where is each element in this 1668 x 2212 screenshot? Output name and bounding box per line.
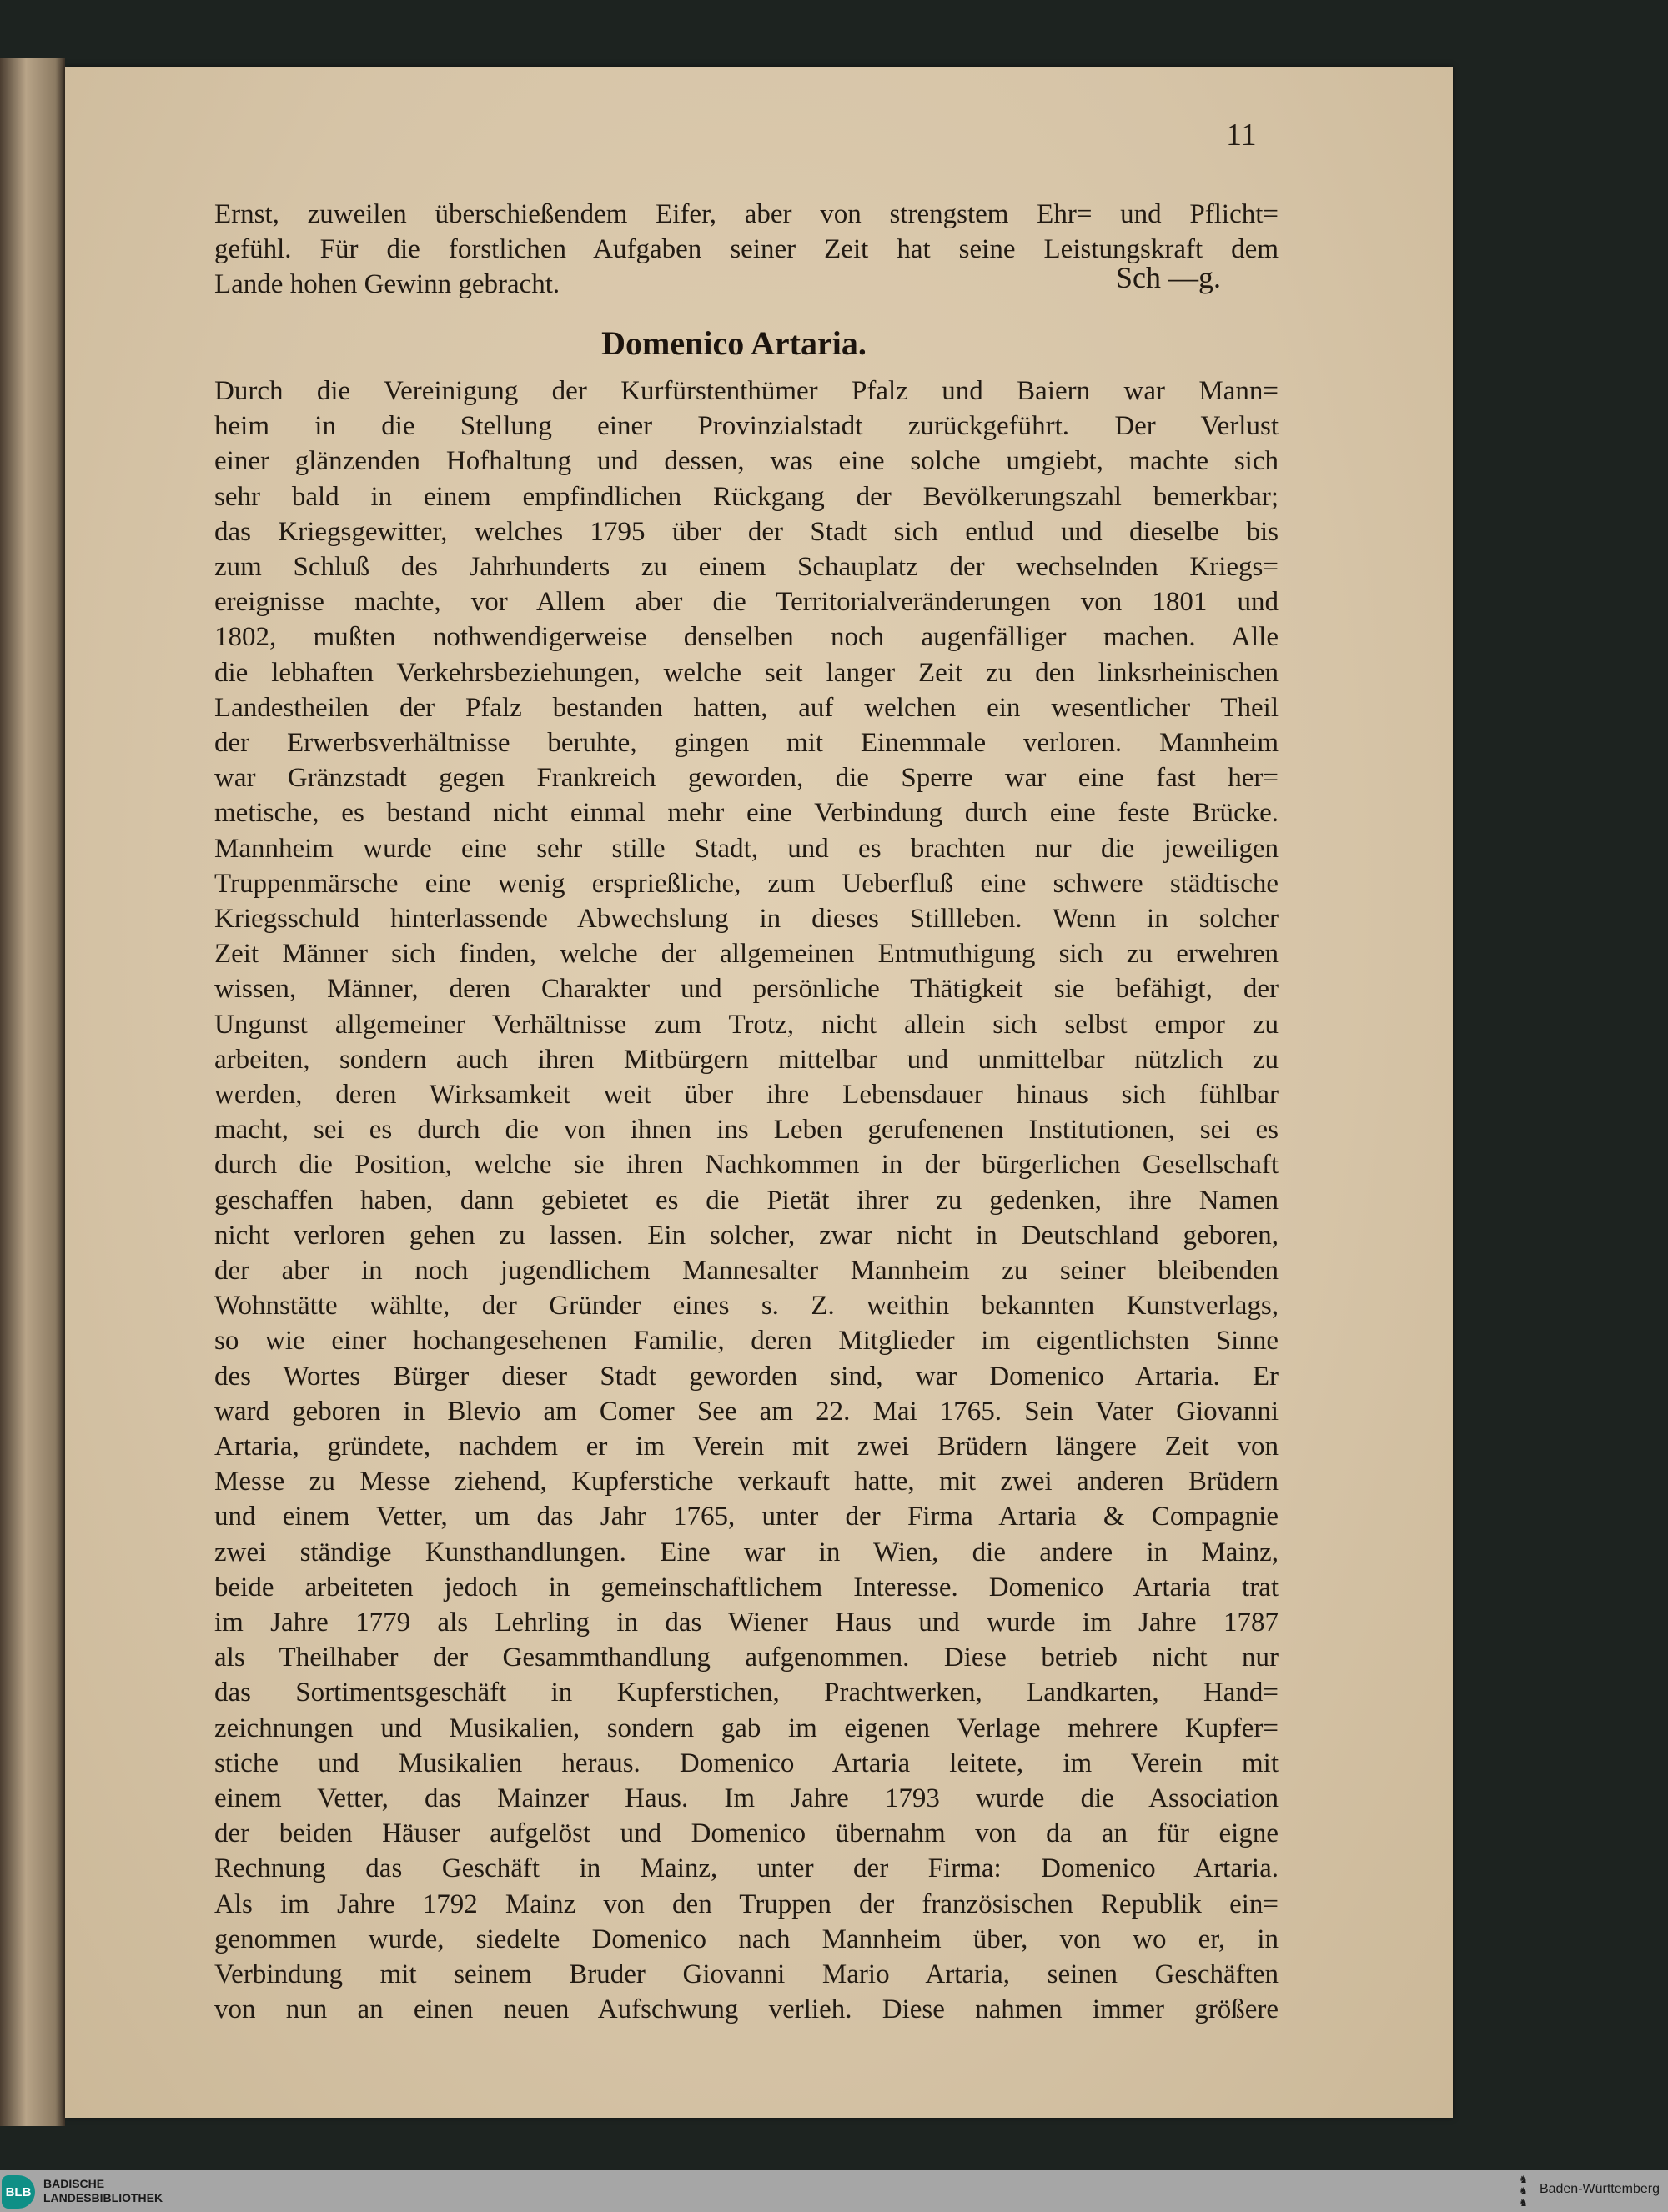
text-line: zwei ständige Kunsthandlungen. Eine war in Wien, die andere in Mainz, bbox=[214, 1537, 1279, 1567]
text-line: das Sortimentsgeschäft in Kupferstichen, Prachtwerken, Landkarten, Hand= bbox=[214, 1678, 1279, 1708]
text-line: die lebhaften Verkehrsbeziehungen, welche seit langer Zeit zu den linksrheinischen bbox=[214, 657, 1279, 688]
library-name-line2: LANDESBIBLIOTHEK bbox=[43, 2191, 163, 2204]
text-line: Rechnung das Geschäft in Mainz, unter der Firma: Domenico Artaria. bbox=[214, 1853, 1279, 1884]
text-line: das Kriegsgewitter, welches 1795 über der Stadt sich entlud und dieselbe bis bbox=[214, 516, 1279, 547]
text-line: zeichnungen und Musikalien, sondern gab im eigenen Verlage mehrere Kupfer= bbox=[214, 1713, 1279, 1743]
text-line: heim in die Stellung einer Provinzialstadt zurückgeführt. Der Verlust bbox=[214, 411, 1279, 442]
text-line: genommen wurde, siedelte Domenico nach Mannheim über, von wo er, in bbox=[214, 1924, 1279, 1954]
text-line: einer glänzenden Hofhaltung und dessen, was eine solche umgiebt, machte sich bbox=[214, 446, 1279, 477]
text-line: sehr bald in einem empfindlichen Rückgang der Bevölkerungszahl bemerkbar; bbox=[214, 481, 1279, 512]
text-line: Verbindung mit seinem Bruder Giovanni Mario Artaria, seinen Geschäften bbox=[214, 1959, 1279, 1989]
text-line: und einem Vetter, um das Jahr 1765, unter der Firma Artaria & Compagnie bbox=[214, 1502, 1279, 1532]
text-line: Landestheilen der Pfalz bestanden hatten, auf welchen ein wesentlicher Theil bbox=[214, 692, 1279, 723]
text-line: macht, sei es durch die von ihnen ins Leben gerufenenen Institutionen, sei es bbox=[214, 1115, 1279, 1146]
text-line: Mannheim wurde eine sehr stille Stadt, und es brachten nur die jeweiligen bbox=[214, 833, 1279, 864]
text-line: Als im Jahre 1792 Mainz von den Truppen der französischen Republik ein= bbox=[214, 1888, 1279, 1919]
text-line: stiche und Musikalien heraus. Domenico Artaria leitete, im Verein mit bbox=[214, 1748, 1279, 1778]
blb-logo-icon[interactable]: BLB bbox=[2, 2175, 35, 2209]
text-line: Durch die Vereinigung der Kurfürstenthümer Pfalz und Baiern war Mann= bbox=[214, 376, 1279, 406]
text-line: zum Schluß des Jahrhunderts zu einem Schauplatz der wechselnden Kriegs= bbox=[214, 552, 1279, 582]
library-name-line1: BADISCHE bbox=[43, 2177, 105, 2190]
text-line: metische, es bestand nicht einmal mehr eine Verbindung durch eine feste Brücke. bbox=[214, 798, 1279, 829]
author-signature: Sch —g. bbox=[1116, 261, 1221, 294]
library-name[interactable] bbox=[43, 2177, 163, 2205]
article-title: Domenico Artaria. bbox=[601, 324, 867, 362]
text-line: Truppenmärsche eine wenig ersprießliche, zum Ueberfluß eine schwere städtische bbox=[214, 868, 1279, 899]
text-line: der aber in noch jugendlichem Mannesalter Mannheim zu seiner bleibenden bbox=[214, 1256, 1279, 1286]
text-line: ward geboren in Blevio am Comer See am 22. Mai 1765. Sein Vater Giovanni bbox=[214, 1396, 1279, 1427]
text-line: gefühl. Für die forstlichen Aufgaben seiner Zeit hat seine Leistungskraft dem bbox=[214, 234, 1279, 264]
text-line: arbeiten, sondern auch ihren Mitbürgern mittelbar und unmittelbar nützlich zu bbox=[214, 1044, 1279, 1075]
text-line: Kriegsschuld hinterlassende Abwechslung in dieses Stillleben. Wenn in solcher bbox=[214, 904, 1279, 934]
text-line: der beiden Häuser aufgelöst und Domenico übernahm von da an für eigne bbox=[214, 1818, 1279, 1849]
text-line: durch die Position, welche sie ihren Nachkommen in der bürgerlichen Gesellschaft bbox=[214, 1150, 1279, 1181]
text-line: 1802, mußten nothwendigerweise denselben noch augenfälliger machen. Alle bbox=[214, 622, 1279, 653]
text-line: Ungunst allgemeiner Verhältnisse zum Trotz, nicht allein sich selbst empor zu bbox=[214, 1009, 1279, 1040]
text-line: des Wortes Bürger dieser Stadt geworden sind, war Domenico Artaria. Er bbox=[214, 1361, 1279, 1392]
text-line: Lande hohen Gewinn gebracht. bbox=[214, 269, 560, 299]
text-line: geschaffen haben, dann gebietet es die Pietät ihrer zu gedenken, ihre Namen bbox=[214, 1185, 1279, 1216]
text-line: Wohnstätte wählte, der Gründer eines s. Z. weithin bekannten Kunstverlags, bbox=[214, 1291, 1279, 1322]
text-line: wissen, Männer, deren Charakter und persönliche Thätigkeit sie befähigt, der bbox=[214, 974, 1279, 1005]
state-logo-label[interactable]: Baden-Württemberg bbox=[1539, 2182, 1660, 2196]
text-line: als Theilhaber der Gesammthandlung aufgenommen. Diese betrieb nicht nur bbox=[214, 1643, 1279, 1673]
text-line: Artaria, gründete, nachdem er im Verein mit zwei Brüdern längere Zeit von bbox=[214, 1432, 1279, 1462]
text-line: ereignisse machte, vor Allem aber die Territorialveränderungen von 1801 und bbox=[214, 587, 1279, 618]
text-line: so wie einer hochangesehenen Familie, deren Mitglieder im eigentlichsten Sinne bbox=[214, 1326, 1279, 1357]
text-line: werden, deren Wirksamkeit weit über ihre Lebensdauer hinaus sich fühlbar bbox=[214, 1080, 1279, 1110]
text-line: beide arbeiteten jedoch in gemeinschaftlichem Interesse. Domenico Artaria trat bbox=[214, 1572, 1279, 1603]
text-line: nicht verloren gehen zu lassen. Ein solcher, zwar nicht in Deutschland geboren, bbox=[214, 1220, 1279, 1251]
text-line: von nun an einen neuen Aufschwung verlieh. Diese nahmen immer größere bbox=[214, 1994, 1279, 2025]
text-line: einem Vetter, das Mainzer Haus. Im Jahre 1793 wurde die Association bbox=[214, 1783, 1279, 1813]
page-number: 11 bbox=[1226, 118, 1257, 153]
lions-crest-icon: ♞ ♞ ♞ bbox=[1519, 2174, 1528, 2209]
text-line: Zeit Männer sich finden, welche der allgemeinen Entmuthigung sich zu erwehren bbox=[214, 939, 1279, 970]
text-line: im Jahre 1779 als Lehrling in das Wiener Haus und wurde im Jahre 1787 bbox=[214, 1608, 1279, 1638]
text-line: war Gränzstadt gegen Frankreich geworden, die Sperre war eine fast her= bbox=[214, 763, 1279, 794]
footer-bar bbox=[0, 2170, 1668, 2212]
text-line: der Erwerbsverhältnisse beruhte, gingen mit Einemmale verloren. Mannheim bbox=[214, 728, 1279, 758]
text-line: Messe zu Messe ziehend, Kupferstiche verkauft hatte, mit zwei anderen Brüdern bbox=[214, 1467, 1279, 1497]
facing-page-edge bbox=[0, 58, 65, 2126]
text-line: Ernst, zuweilen überschießendem Eifer, aber von strengstem Ehr= und Pflicht= bbox=[214, 199, 1279, 229]
